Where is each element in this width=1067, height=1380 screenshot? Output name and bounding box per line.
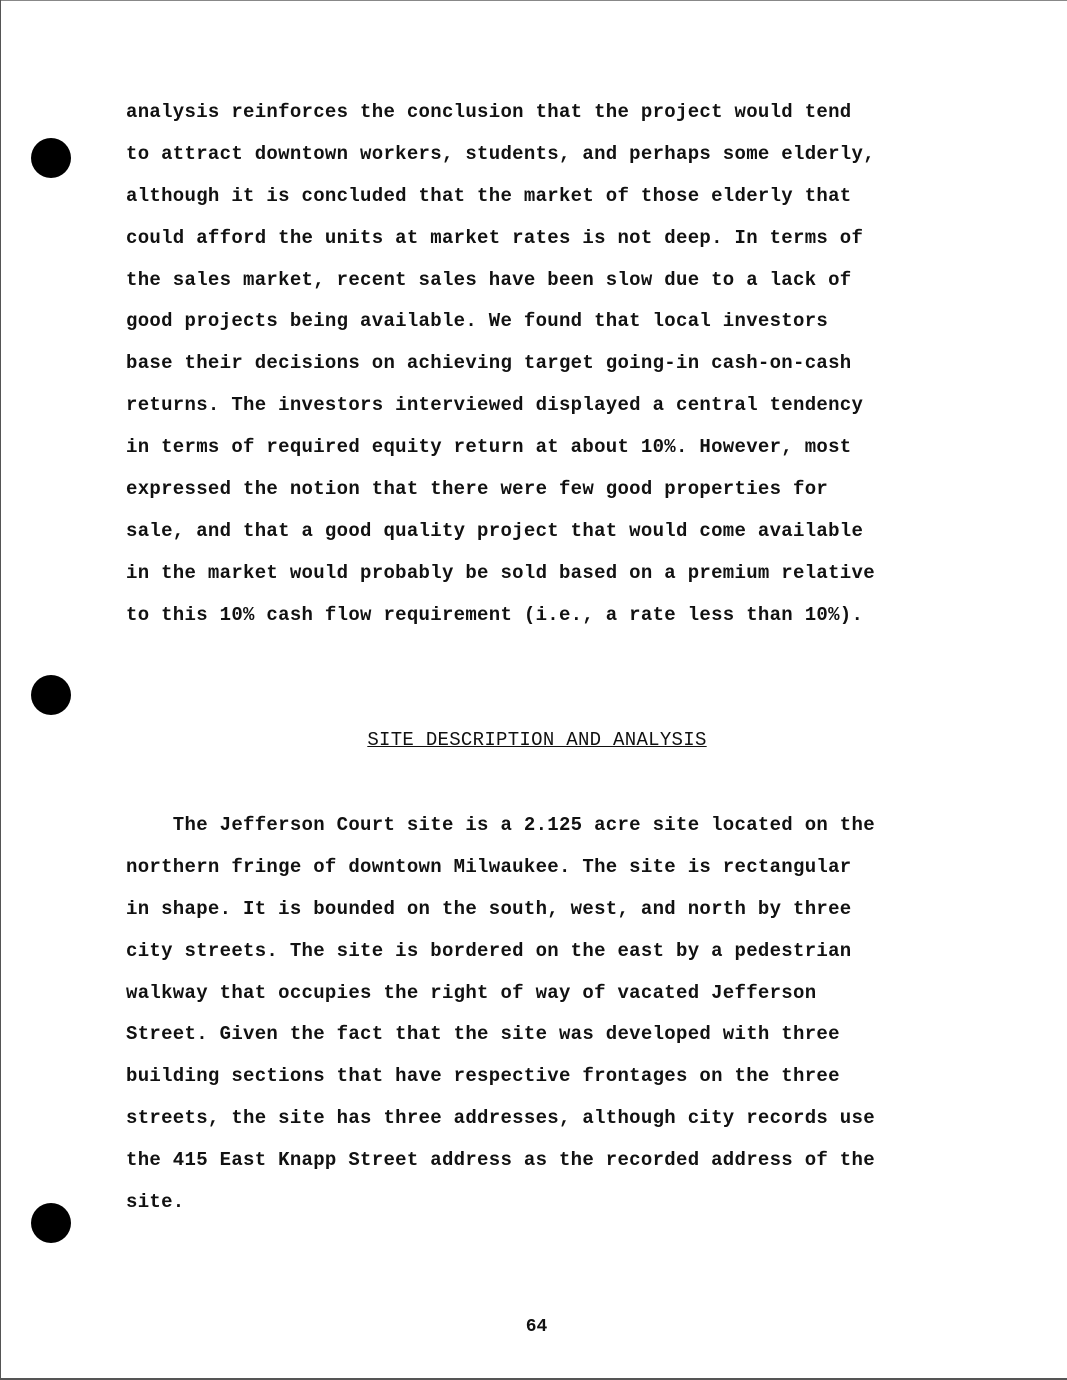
punch-hole-bottom: [31, 1203, 71, 1243]
text-line: expressed the notion that there were few good properties for: [126, 478, 829, 501]
text-line: city streets. The site is bordered on the east by a pedestrian: [126, 939, 852, 962]
text-line: could afford the units at market rates is not deep. In terms of: [126, 226, 864, 249]
scan-edge-left: [0, 0, 1, 1380]
site-description-paragraph: [126, 805, 956, 1224]
text-line: the 415 East Knapp Street address as the recorded address of the: [126, 1149, 875, 1172]
text-line: good projects being available. We found that local investors: [126, 310, 829, 333]
punch-hole-middle: [31, 675, 71, 715]
page-number: 64: [525, 1317, 548, 1337]
text-line: walkway that occupies the right of way of vacated Jefferson: [126, 981, 817, 1004]
text-line: site.: [126, 1191, 185, 1214]
scan-edge-top: [0, 0, 1067, 1]
text-line: analysis reinforces the conclusion that the project would tend: [126, 101, 852, 123]
section-heading: SITE DESCRIPTION AND ANALYSIS: [367, 729, 707, 751]
text-line: in the market would probably be sold based on a premium relative: [126, 561, 875, 584]
text-line: in shape. It is bounded on the south, west, and north by three: [126, 897, 852, 920]
text-line: building sections that have respective frontages on the three: [126, 1065, 840, 1088]
text-line: returns. The investors interviewed displayed a central tendency: [126, 394, 864, 417]
text-line: base their decisions on achieving target going-in cash-on-cash: [126, 352, 852, 375]
text-line: northern fringe of downtown Milwaukee. The site is rectangular: [126, 855, 852, 878]
text-line: streets, the site has three addresses, although city records use: [126, 1107, 875, 1130]
text-line: in terms of required equity return at about 10%. However, most: [126, 436, 852, 459]
market-analysis-paragraph: [126, 92, 956, 637]
text-line: to this 10% cash flow requirement (i.e., a rate less than 10%).: [126, 603, 864, 626]
punch-hole-top: [31, 138, 71, 178]
text-line: sale, and that a good quality project that would come available: [126, 519, 864, 542]
text-line: to attract downtown workers, students, and perhaps some elderly,: [126, 142, 875, 165]
text-line: the sales market, recent sales have been slow due to a lack of: [126, 268, 852, 291]
text-line: The Jefferson Court site is a 2.125 acre site located on the: [126, 814, 875, 836]
text-line: Street. Given the fact that the site was developed with three: [126, 1023, 840, 1046]
text-line: although it is concluded that the market of those elderly that: [126, 184, 852, 207]
